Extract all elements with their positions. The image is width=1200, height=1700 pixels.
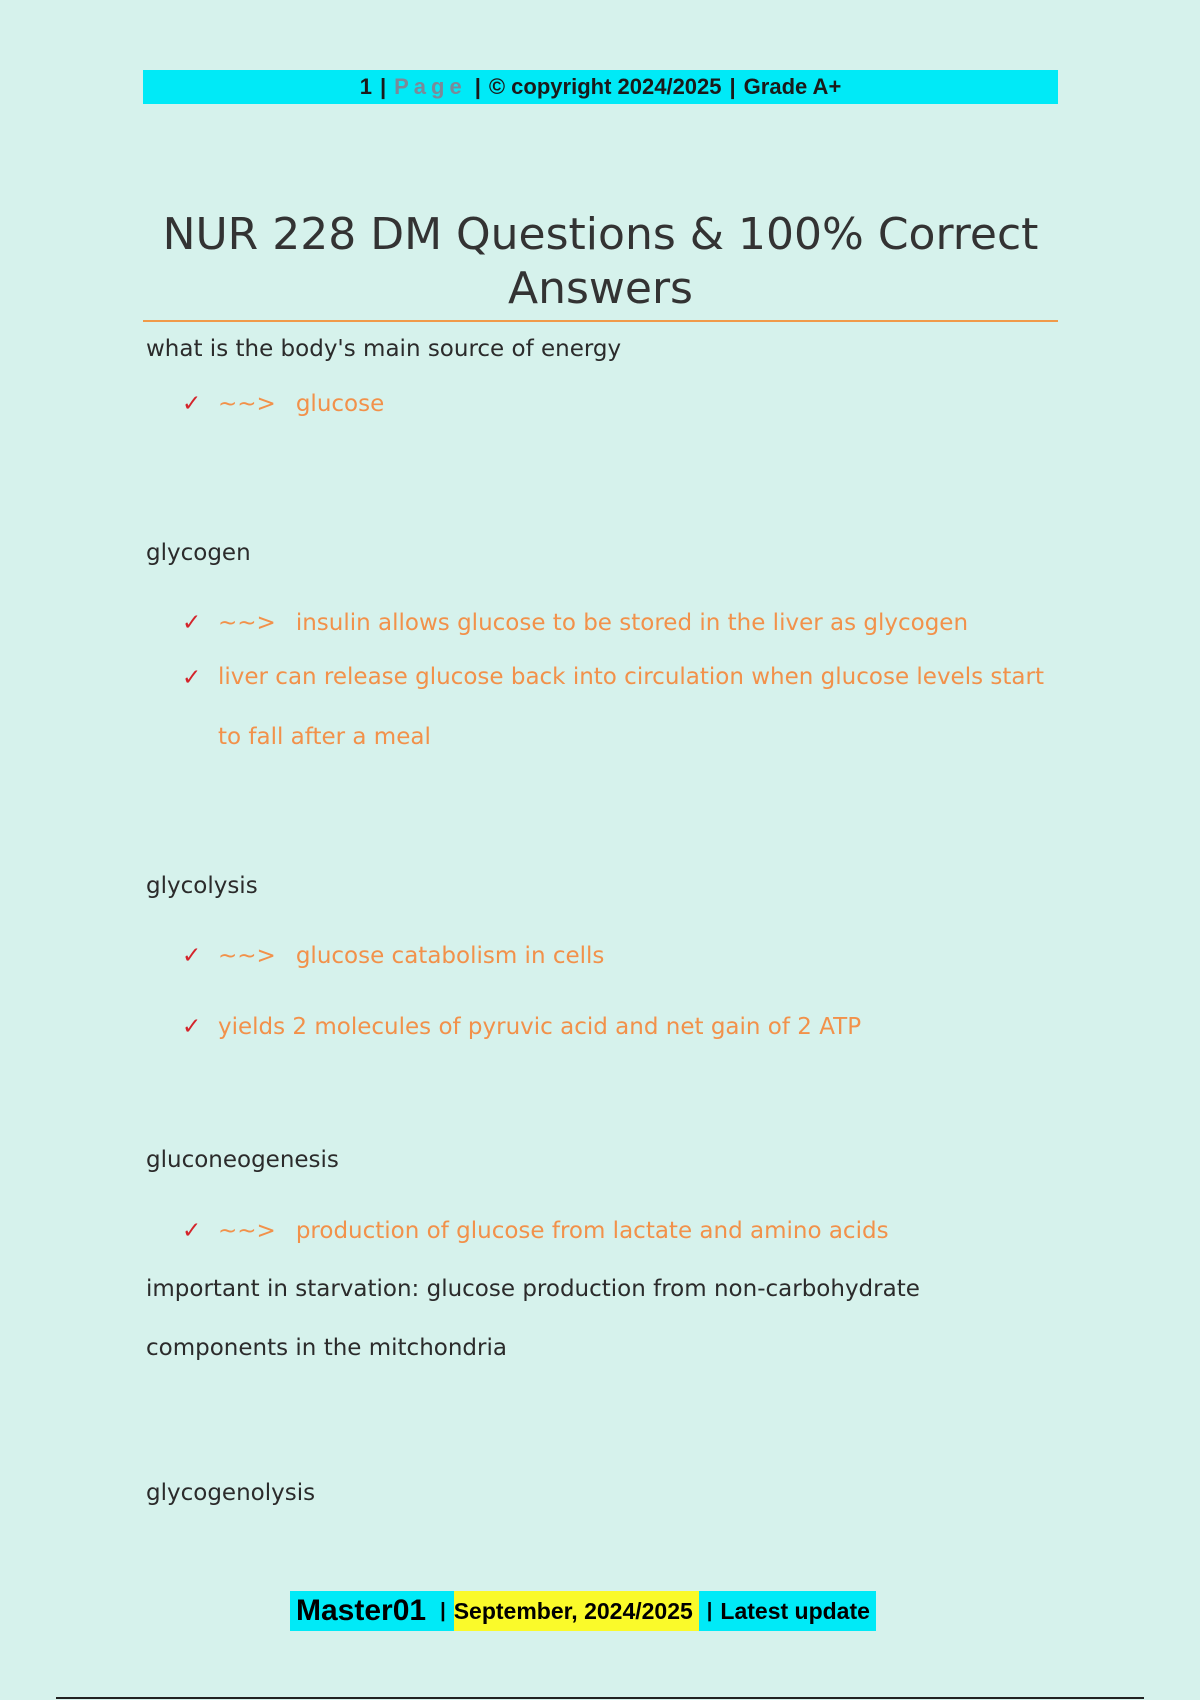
checkmark-icon: ✓	[182, 610, 202, 636]
grade-text: Grade A+	[743, 74, 842, 99]
answer-item	[182, 665, 1062, 767]
answer-prefix: ~~>	[218, 943, 276, 969]
answer-item	[182, 610, 968, 636]
footer-separator: |	[432, 1591, 454, 1631]
question-text: glycogen	[146, 540, 251, 566]
page-word: Page	[394, 74, 467, 99]
page-number: 1	[359, 74, 372, 99]
checkmark-icon: ✓	[182, 1014, 202, 1040]
answer-item	[182, 391, 384, 417]
checkmark-icon: ✓	[182, 665, 202, 691]
answer-item	[182, 1218, 889, 1244]
footer-date: September, 2024/2025	[454, 1591, 699, 1631]
answer-prefix: ~~>	[218, 391, 276, 417]
answer-prefix: ~~>	[218, 1218, 276, 1244]
author-name: Master01	[290, 1591, 432, 1631]
answer-note: important in starvation: glucose production from non-carbohydrate components in the mitchondria	[146, 1276, 920, 1361]
answer-text: glucose	[295, 391, 385, 417]
question-text: what is the body's main source of energy	[146, 336, 622, 362]
answer-item	[182, 1014, 861, 1040]
answer-text: liver can release glucose back into circulation when glucose levels start to fall after a meal	[218, 664, 1044, 750]
answer-text: insulin allows glucose to be stored in the liver as glycogen	[295, 610, 969, 636]
checkmark-icon: ✓	[182, 943, 202, 969]
question-text: glycolysis	[146, 873, 258, 899]
answer-item	[182, 943, 604, 969]
copyright-text: © copyright 2024/2025	[488, 74, 722, 99]
title-divider	[143, 320, 1058, 322]
document-title: NUR 228 DM Questions & 100% Correct Answers	[162, 209, 1039, 314]
page-footer	[290, 1591, 876, 1631]
footer-update: Latest update	[720, 1591, 876, 1631]
checkmark-icon: ✓	[182, 1218, 202, 1244]
answer-text: yields 2 molecules of pyruvic acid and net gain of 2 ATP	[218, 1014, 862, 1040]
checkmark-icon: ✓	[182, 391, 202, 417]
footer-separator: |	[699, 1591, 721, 1631]
question-text: glycogenolysis	[146, 1480, 316, 1506]
bottom-divider	[56, 1697, 1144, 1699]
question-text: gluconeogenesis	[146, 1147, 339, 1173]
page-header-bar: 1 | Page | © copyright 2024/2025 | Grade A+	[143, 70, 1058, 104]
answer-text: production of glucose from lactate and amino acids	[295, 1218, 889, 1244]
answer-text: glucose catabolism in cells	[295, 943, 605, 969]
answer-prefix: ~~>	[218, 610, 276, 636]
